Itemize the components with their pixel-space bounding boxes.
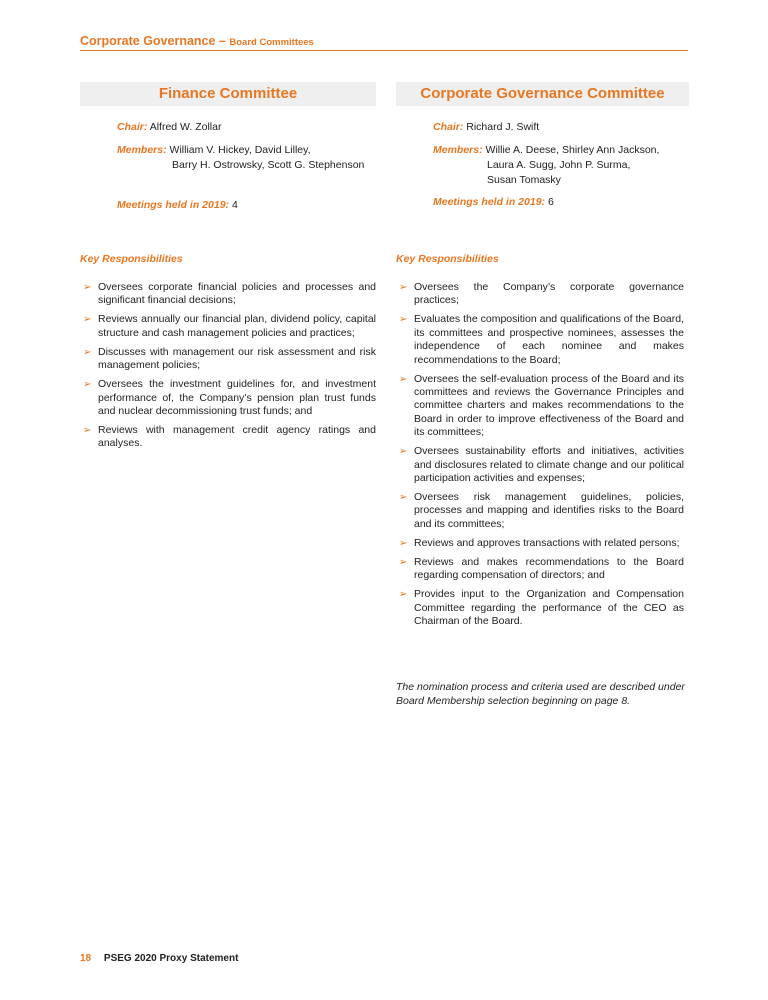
responsibility-text: Reviews and approves transactions with related persons;: [414, 536, 680, 549]
responsibility-item: [396, 373, 684, 440]
responsibility-text: Oversees the investment guidelines for, and investment performance of, the Company’s pension plan trust funds and nuclear decommissioning trust funds; and: [98, 378, 376, 418]
chair-label: Chair:: [117, 121, 148, 133]
chair-name: Alfred W. Zollar: [149, 121, 222, 133]
responsibility-text: Oversees corporate financial policies and processes and significant financial decisions;: [98, 281, 376, 307]
finance-chair: [117, 120, 376, 135]
responsibility-item: [80, 378, 376, 418]
governance-meetings: [433, 196, 554, 208]
arrow-bullet-icon: ➢: [399, 314, 408, 326]
governance-key-responsibilities-heading: Key Responsibilities: [396, 253, 499, 265]
finance-meetings: [117, 199, 238, 211]
meetings-count: 6: [547, 196, 554, 208]
section-header: [80, 34, 688, 51]
members-line-3: Susan Tomasky: [487, 174, 561, 186]
arrow-bullet-icon: ➢: [399, 282, 408, 293]
responsibility-text: Reviews with management credit agency ratings and analyses.: [98, 424, 376, 450]
chair-label: Chair:: [433, 121, 464, 133]
finance-committee-title: Finance Committee: [80, 82, 376, 106]
responsibility-item: [80, 313, 376, 340]
responsibility-text: Oversees the self-evaluation process of the Board and its committees and reviews the Governance Principles and committee charters and makes recommendations to the Board in order to improve effectiveness of the Board and its committees;: [414, 372, 684, 439]
arrow-bullet-icon: ➢: [399, 537, 408, 549]
chair-name: Richard J. Swift: [466, 121, 540, 133]
responsibility-item: [396, 556, 684, 583]
arrow-bullet-icon: ➢: [399, 373, 408, 385]
finance-responsibilities-list: [80, 281, 376, 456]
arrow-bullet-icon: ➢: [399, 492, 408, 504]
responsibility-text: Oversees risk management guidelines, policies, processes and mapping and identifies risks to the Board and its committees;: [414, 491, 684, 530]
responsibility-text: Discusses with management our risk assessment and risk management policies;: [98, 345, 376, 372]
arrow-bullet-icon: ➢: [399, 556, 408, 568]
responsibility-text: Oversees the Company’s corporate governance practices;: [414, 281, 684, 307]
arrow-bullet-icon: ➢: [83, 425, 92, 437]
governance-committee-title: Corporate Governance Committee: [396, 82, 689, 106]
responsibility-text: Reviews annually our financial plan, dividend policy, capital structure and cash management policies and practices;: [98, 313, 376, 339]
responsibility-item: [396, 281, 684, 308]
responsibility-item: [396, 491, 684, 531]
arrow-bullet-icon: ➢: [83, 282, 92, 293]
page-footer: [80, 953, 238, 964]
finance-committee-info: [117, 120, 376, 173]
meetings-count: 4: [231, 199, 238, 211]
arrow-bullet-icon: ➢: [83, 314, 92, 326]
members-label: Members:: [117, 144, 167, 156]
section-title: Corporate Governance –: [80, 34, 226, 48]
footer-title: PSEG 2020 Proxy Statement: [103, 953, 239, 964]
members-line-1: Willie A. Deese, Shirley Ann Jackson,: [485, 144, 660, 156]
page-number: 18: [80, 953, 92, 964]
responsibility-item: [80, 424, 376, 451]
responsibility-text: Provides input to the Organization and Compensation Committee regarding the performance of the CEO as Chairman of the Board.: [414, 588, 684, 628]
responsibility-text: Evaluates the composition and qualifications of the Board, its committees and prospective nominees, assesses the independence of each nominee and makes recommendations to the Board;: [414, 313, 684, 366]
responsibility-item: [80, 281, 376, 308]
governance-committee-info: [433, 120, 689, 188]
arrow-bullet-icon: ➢: [399, 589, 408, 601]
members-label: Members:: [433, 144, 483, 156]
responsibility-text: Reviews and makes recommendations to the Board regarding compensation of directors; and: [414, 555, 684, 582]
responsibility-item: [396, 537, 684, 550]
finance-key-responsibilities-heading: Key Responsibilities: [80, 253, 183, 265]
members-line-2: Barry H. Ostrowsky, Scott G. Stephenson: [172, 159, 365, 171]
governance-members: [433, 143, 689, 188]
responsibility-item: [80, 346, 376, 373]
nomination-note: The nomination process and criteria used are described under Board Membership selection beginning on page 8.: [396, 681, 685, 707]
responsibility-item: [396, 445, 684, 485]
finance-committee-panel: [80, 82, 376, 173]
section-subtitle: Board Committees: [229, 37, 314, 48]
responsibility-item: [396, 313, 684, 367]
governance-responsibilities-list: [396, 281, 684, 634]
governance-chair: [433, 120, 689, 135]
governance-committee-panel: [396, 82, 689, 188]
arrow-bullet-icon: ➢: [83, 379, 92, 391]
arrow-bullet-icon: ➢: [83, 346, 92, 358]
responsibility-item: [396, 588, 684, 628]
members-line-1: William V. Hickey, David Lilley,: [169, 144, 311, 156]
meetings-label: Meetings held in 2019:: [433, 196, 546, 208]
finance-members: [117, 143, 376, 173]
members-line-2: Laura A. Sugg, John P. Surma,: [487, 159, 631, 171]
meetings-label: Meetings held in 2019:: [117, 199, 230, 211]
arrow-bullet-icon: ➢: [399, 446, 408, 458]
responsibility-text: Oversees sustainability efforts and initiatives, activities and disclosures related to climate change and our political participation activities and expenses;: [414, 445, 684, 485]
